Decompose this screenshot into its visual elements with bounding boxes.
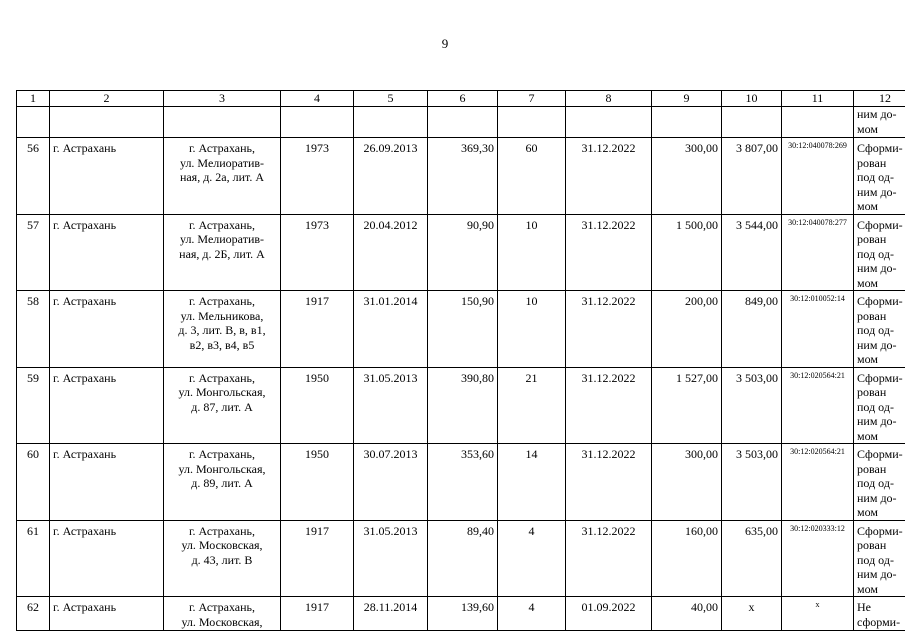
area-cell: 390,80 xyxy=(428,367,498,444)
cadastral-number-cell: 30:12:020564:21 xyxy=(782,444,854,521)
deadline-cell: 01.09.2022 xyxy=(566,597,652,631)
status-cell: Сформи- рован под од- ним до- мом xyxy=(854,291,905,368)
area-cell: 90,90 xyxy=(428,214,498,291)
column-header: 10 xyxy=(722,91,782,107)
area-cell: 139,60 xyxy=(428,597,498,631)
value-cell: 160,00 xyxy=(652,520,722,597)
column-header: 3 xyxy=(164,91,281,107)
year-cell: 1973 xyxy=(281,138,354,215)
cadastral-number-cell: х xyxy=(782,597,854,631)
row-number: 59 xyxy=(17,367,50,444)
deadline-cell: 31.12.2022 xyxy=(566,291,652,368)
table-row xyxy=(17,291,905,368)
value-cell: 300,00 xyxy=(652,444,722,521)
column-number-row xyxy=(17,91,905,107)
address-cell: г. Астрахань, ул. Мелиоратив- ная, д. 2Б, лит. А xyxy=(164,214,281,291)
year-cell: 1950 xyxy=(281,367,354,444)
deadline-cell: 31.12.2022 xyxy=(566,444,652,521)
date-cell: 31.05.2013 xyxy=(354,520,428,597)
status-cell: Сформи- рован под од- ним до- мом xyxy=(854,444,905,521)
column-header: 6 xyxy=(428,91,498,107)
date-cell: 26.09.2013 xyxy=(354,138,428,215)
city-cell: г. Астрахань xyxy=(50,214,164,291)
status-cell: Сформи- рован под од- ним до- мом xyxy=(854,214,905,291)
column-header: 7 xyxy=(498,91,566,107)
row-number: 61 xyxy=(17,520,50,597)
deadline-cell: 31.12.2022 xyxy=(566,138,652,215)
residents-cell: 10 xyxy=(498,214,566,291)
status-cell: Не сформи- xyxy=(854,597,905,631)
column-header: 8 xyxy=(566,91,652,107)
column-header: 5 xyxy=(354,91,428,107)
city-cell: г. Астрахань xyxy=(50,444,164,521)
area-cell: 150,90 xyxy=(428,291,498,368)
residents-cell: 14 xyxy=(498,444,566,521)
column-header: 2 xyxy=(50,91,164,107)
deadline-cell: 31.12.2022 xyxy=(566,367,652,444)
row-number: 58 xyxy=(17,291,50,368)
cadastral-number-cell: 30:12:010052:14 xyxy=(782,291,854,368)
cadastral-number-cell: 30:12:040078:269 xyxy=(782,138,854,215)
page-number: 9 xyxy=(441,36,449,51)
area-cell: 369,30 xyxy=(428,138,498,215)
address-cell: г. Астрахань, ул. Монгольская, д. 89, лит. А xyxy=(164,444,281,521)
date-cell: 30.07.2013 xyxy=(354,444,428,521)
column-header: 1 xyxy=(17,91,50,107)
continuation-row xyxy=(17,107,905,138)
year-cell: 1917 xyxy=(281,520,354,597)
table-row xyxy=(17,367,905,444)
year-cell: 1917 xyxy=(281,597,354,631)
date-cell: 28.11.2014 xyxy=(354,597,428,631)
status-cell: Сформи- рован под од- ним до- мом xyxy=(854,367,905,444)
status-cell: Сформи- рован под од- ним до- мом xyxy=(854,520,905,597)
column-header: 12 xyxy=(854,91,905,107)
table-row xyxy=(17,520,905,597)
value-cell: 3 544,00 xyxy=(722,214,782,291)
city-cell: г. Астрахань xyxy=(50,597,164,631)
residents-cell: 60 xyxy=(498,138,566,215)
row-number: 57 xyxy=(17,214,50,291)
status-cell: Сформи- рован под од- ним до- мом xyxy=(854,138,905,215)
table-row xyxy=(17,597,905,631)
address-cell: г. Астрахань, ул. Московская, д. 43, лит. В xyxy=(164,520,281,597)
value-cell: 1 527,00 xyxy=(652,367,722,444)
table-row xyxy=(17,444,905,521)
value-cell: х xyxy=(722,597,782,631)
table-row xyxy=(17,138,905,215)
status-cell: ним до- мом xyxy=(854,107,905,138)
column-header: 9 xyxy=(652,91,722,107)
city-cell: г. Астрахань xyxy=(50,367,164,444)
year-cell: 1950 xyxy=(281,444,354,521)
housing-registry-table xyxy=(16,90,905,631)
value-cell: 3 503,00 xyxy=(722,444,782,521)
value-cell: 635,00 xyxy=(722,520,782,597)
address-cell: г. Астрахань, ул. Мельникова, д. 3, лит. В, в, в1, в2, в3, в4, в5 xyxy=(164,291,281,368)
residents-cell: 4 xyxy=(498,597,566,631)
city-cell: г. Астрахань xyxy=(50,291,164,368)
area-cell: 89,40 xyxy=(428,520,498,597)
date-cell: 31.05.2013 xyxy=(354,367,428,444)
cadastral-number-cell: 30:12:020564:21 xyxy=(782,367,854,444)
value-cell: 300,00 xyxy=(652,138,722,215)
row-number: 62 xyxy=(17,597,50,631)
value-cell: 3 807,00 xyxy=(722,138,782,215)
cadastral-number-cell: 30:12:020333:12 xyxy=(782,520,854,597)
row-number: 56 xyxy=(17,138,50,215)
value-cell: 1 500,00 xyxy=(652,214,722,291)
date-cell: 31.01.2014 xyxy=(354,291,428,368)
residents-cell: 21 xyxy=(498,367,566,444)
value-cell: 200,00 xyxy=(652,291,722,368)
city-cell: г. Астрахань xyxy=(50,138,164,215)
value-cell: 3 503,00 xyxy=(722,367,782,444)
deadline-cell: 31.12.2022 xyxy=(566,214,652,291)
cadastral-number-cell: 30:12:040078:277 xyxy=(782,214,854,291)
table-row xyxy=(17,214,905,291)
area-cell: 353,60 xyxy=(428,444,498,521)
year-cell: 1973 xyxy=(281,214,354,291)
column-header: 4 xyxy=(281,91,354,107)
table-body xyxy=(17,91,905,631)
year-cell: 1917 xyxy=(281,291,354,368)
value-cell: 849,00 xyxy=(722,291,782,368)
address-cell: г. Астрахань, ул. Московская, xyxy=(164,597,281,631)
city-cell: г. Астрахань xyxy=(50,520,164,597)
residents-cell: 4 xyxy=(498,520,566,597)
residents-cell: 10 xyxy=(498,291,566,368)
deadline-cell: 31.12.2022 xyxy=(566,520,652,597)
column-header: 11 xyxy=(782,91,854,107)
address-cell: г. Астрахань, ул. Монгольская, д. 87, лит. А xyxy=(164,367,281,444)
date-cell: 20.04.2012 xyxy=(354,214,428,291)
value-cell: 40,00 xyxy=(652,597,722,631)
address-cell: г. Астрахань, ул. Мелиоратив- ная, д. 2а, лит. А xyxy=(164,138,281,215)
row-number: 60 xyxy=(17,444,50,521)
